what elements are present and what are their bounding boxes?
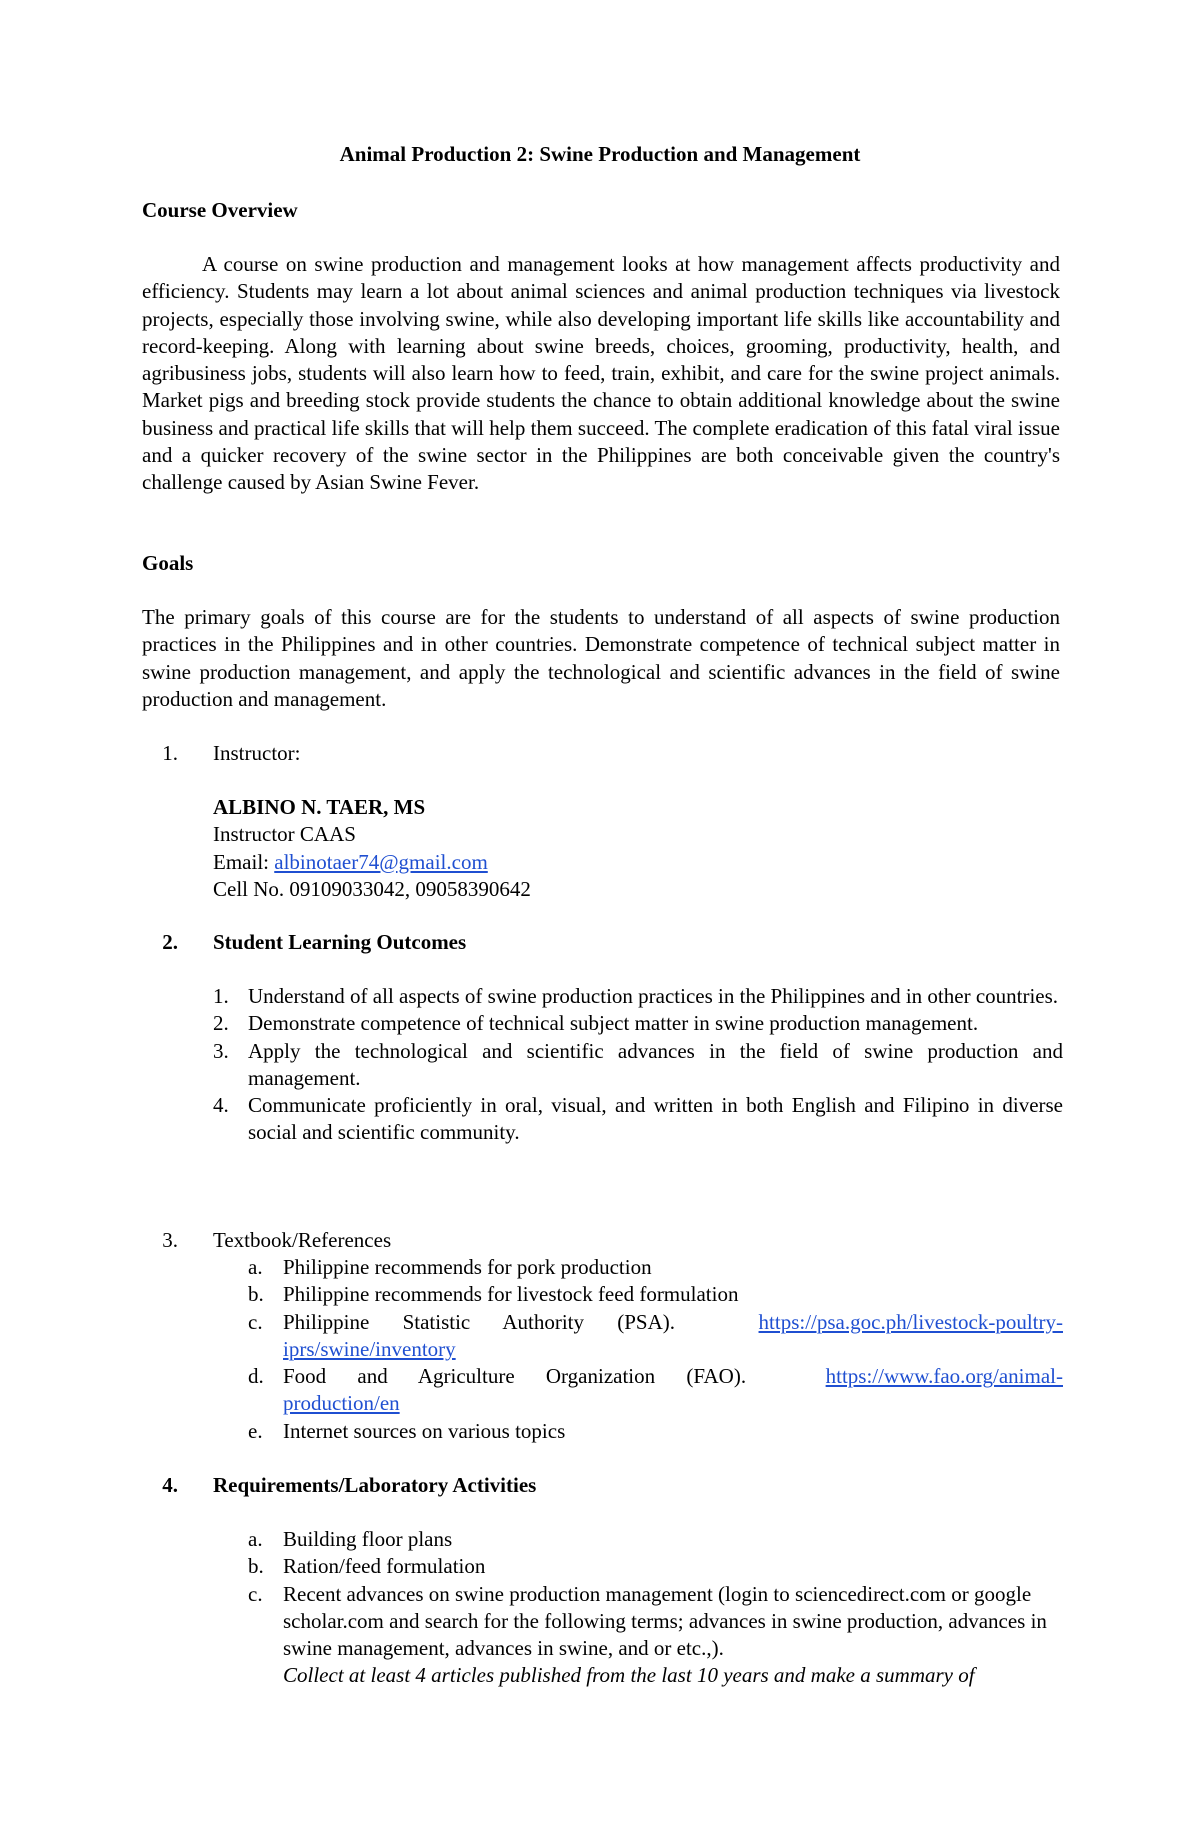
references-number: 3. — [162, 1228, 178, 1252]
psa-line — [283, 1309, 1063, 1336]
list-item — [248, 1526, 1063, 1553]
goals-paragraph: The primary goals of this course are for the students to understand of all aspects of swine production practices in the Philippines and in other countries. Demonstrate competence of technical subject matter in swine production management, and apply the technological and scientific advances in the field of swine production and management. — [142, 605, 1060, 711]
references-list — [248, 1254, 1063, 1445]
instructor-heading — [142, 740, 300, 767]
list-item-text: Recent advances on swine production management (login to sciencedirect.com or google scholar.com and search for the following terms; advances in swine production, advances in swine management, advances in swine, and or etc.,). — [283, 1581, 1047, 1661]
psa-link[interactable]: https://psa.goc.ph/livestock-poultry- — [758, 1309, 1063, 1334]
list-item — [248, 1309, 1063, 1364]
instructor-label: Instructor: — [213, 741, 301, 765]
list-item-text: Building floor plans — [283, 1527, 453, 1551]
overview-paragraph: A course on swine production and management looks at how management affects productivity and efficiency. Students may learn a lot about animal sciences and animal production techniques via livestock projects, especially those involving swine, while also developing important life skills like accountability and record-keeping. Along with learning about swine breeds, choices, grooming, productivity, health, and agribusiness jobs, students will also learn how to feed, train, exhibit, and care for the swine project animals. Market pigs and breeding stock provide students the chance to obtain additional knowledge about the swine business and practical life skills that will help them succeed. The complete eradication of this fatal viral issue and a quicker recovery of the swine sector in the Philippines are both conceivable given the country's challenge caused by Asian Swine Fever. — [142, 252, 1060, 495]
instructor-position: Instructor CAAS — [213, 822, 356, 847]
fao-line — [283, 1363, 1063, 1390]
list-item-text: Philippine Statistic Authority (PSA). — [283, 1309, 676, 1334]
list-item — [213, 1092, 1063, 1147]
list-item — [248, 1363, 1063, 1418]
list-marker: c. — [248, 1309, 263, 1334]
list-item-text: Food and Agriculture Organization (FAO). — [283, 1364, 747, 1389]
list-marker: c. — [248, 1581, 263, 1606]
list-item — [213, 983, 1063, 1010]
list-marker: e. — [248, 1418, 263, 1443]
list-item — [213, 1010, 1063, 1037]
fao-link[interactable]: https://www.fao.org/animal- — [825, 1364, 1063, 1389]
list-item — [213, 1038, 1063, 1093]
instructor-cell: Cell No. 09109033042, 09058390642 — [213, 876, 531, 901]
list-marker: 1. — [213, 984, 229, 1008]
instructor-number: 1. — [162, 741, 178, 765]
list-marker: b. — [248, 1282, 264, 1307]
list-item — [248, 1254, 1063, 1281]
outcomes-label: Student Learning Outcomes — [213, 930, 467, 954]
list-marker: d. — [248, 1364, 264, 1389]
list-item — [248, 1581, 1063, 1690]
instructor-email-line — [213, 849, 531, 876]
list-item-text: Demonstrate competence of technical subject matter in swine production management. — [248, 1011, 979, 1036]
list-item — [248, 1281, 1063, 1308]
list-item-text: Communicate proficiently in oral, visual, and written in both English and Filipino in diverse social and scientific community. — [248, 1093, 1063, 1145]
instructor-name: ALBINO N. TAER, MS — [213, 795, 426, 819]
instructor-details — [213, 794, 531, 903]
fao-link-continued[interactable]: production/en — [283, 1391, 400, 1416]
references-heading — [142, 1227, 391, 1254]
requirements-number: 4. — [162, 1473, 178, 1497]
requirements-list — [248, 1526, 1063, 1690]
list-item-text: Internet sources on various topics — [283, 1418, 566, 1443]
outcomes-heading — [142, 929, 466, 956]
outcomes-number: 2. — [162, 930, 178, 954]
list-item-text: Understand of all aspects of swine production practices in the Philippines and in other countries. — [248, 984, 1059, 1008]
list-marker: a. — [248, 1527, 263, 1551]
overview-heading: Course Overview — [142, 198, 298, 222]
requirements-heading — [142, 1472, 536, 1499]
requirements-label: Requirements/Laboratory Activities — [213, 1473, 537, 1497]
list-item-text: Philippine recommends for livestock feed formulation — [283, 1282, 739, 1307]
psa-link-continued[interactable]: iprs/swine/inventory — [283, 1336, 456, 1361]
list-item — [248, 1553, 1063, 1580]
list-item-italic-text: Collect at least 4 articles published from the last 10 years and make a summary of — [283, 1663, 975, 1688]
list-marker: 2. — [213, 1011, 229, 1036]
instructor-email-link[interactable]: albinotaer74@gmail.com — [274, 849, 488, 874]
goals-heading: Goals — [142, 551, 194, 575]
list-marker: 3. — [213, 1038, 229, 1063]
list-marker: 4. — [213, 1093, 229, 1118]
list-item-text: Philippine recommends for pork production — [283, 1255, 652, 1279]
list-marker: a. — [248, 1255, 263, 1279]
email-label: Email: — [213, 849, 275, 874]
list-item-text: Ration/feed formulation — [283, 1554, 486, 1579]
list-marker: b. — [248, 1554, 264, 1579]
document-title: Animal Production 2: Swine Production and Management — [339, 142, 861, 166]
list-item — [248, 1418, 1063, 1445]
list-item-text: Apply the technological and scientific advances in the field of swine production and management. — [248, 1038, 1063, 1090]
outcomes-list — [213, 983, 1063, 1147]
references-label: Textbook/References — [213, 1228, 392, 1252]
